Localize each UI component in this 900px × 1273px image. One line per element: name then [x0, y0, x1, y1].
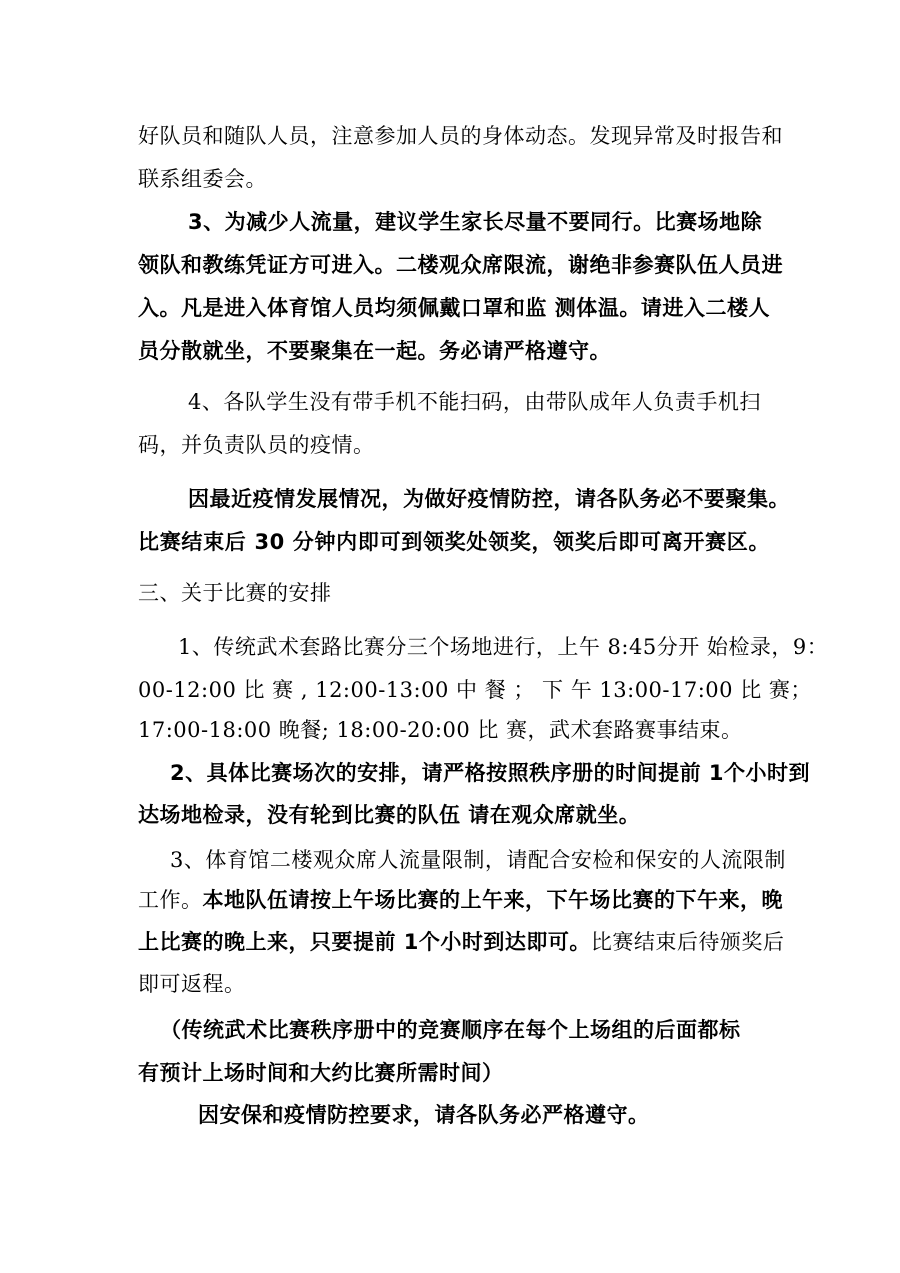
para1-line1: 好队员和随队人员，注意参加人员的身体动态。发现异常及时报告和 [138, 124, 783, 148]
sched1-line1: 1、传统武术套路比赛分三个场地进行，上午 8:45分开 始检录，9： [178, 635, 829, 659]
sched2-line1: 2、具体比赛场次的安排，请严格按照秩序册的时间提前 1个小时到 [170, 761, 811, 785]
para2-line1: 3、为减少人流量，建议学生家长尽量不要同行。比赛场地除 [188, 210, 763, 234]
sched1-line2: 00-12:00 比 赛 , 12:00-13:00 中 餐 ； 下 午 13:00-17:00 比 赛； [138, 678, 812, 702]
note-line1: （传统武术比赛秩序册中的竞赛顺序在每个上场组的后面都标 [160, 1018, 741, 1042]
sched3-line3-bold: 上比赛的晚上来，只要提前 1个小时到达即可。 [138, 930, 591, 954]
para3-line2: 码，并负责队员的疫情。 [138, 433, 375, 457]
sched3-line1: 3、体育馆二楼观众席人流量限制，请配合安检和保安的人流限制 [170, 848, 786, 872]
para2-line4: 员分散就坐，不要聚集在一起。务必请严格遵守。 [138, 339, 611, 363]
sched1-line3: 17:00-18:00 晚餐; 18:00-20:00 比 赛，武术套路赛事结束。 [138, 718, 743, 742]
section-heading: 三、关于比赛的安排 [138, 581, 332, 605]
para2-line3: 入。凡是进入体育馆人员均须佩戴口罩和监 测体温。请进入二楼人 [138, 296, 770, 320]
para4-line2: 比赛结束后 30 分钟内即可到领奖处领奖，领奖后即可离开赛区。 [138, 530, 770, 554]
sched3-line2 [138, 886, 783, 914]
para2-line2: 领队和教练凭证方可进入。二楼观众席限流，谢绝非参赛队伍人员进 [138, 253, 783, 277]
sched3-line3-plain: 比赛结束后待颁奖后 [590, 930, 785, 954]
para4-line1: 因最近疫情发展情况，为做好疫情防控，请各队务必不要聚集。 [188, 487, 790, 511]
sched3-line2-plain: 工作。 [138, 888, 203, 912]
sched3-line4: 即可返程。 [138, 972, 246, 996]
para3-line1: 4、各队学生没有带手机不能扫码，由带队成年人负责手机扫 [188, 390, 761, 414]
note-line2: 有预计上场时间和大约比赛所需时间） [138, 1061, 504, 1085]
sched2-line2: 达场地检录，没有轮到比赛的队伍 请在观众席就坐。 [138, 803, 641, 827]
para1-line2: 联系组委会。 [138, 167, 267, 191]
sched3-line3 [138, 928, 784, 956]
sched3-line2-bold: 本地队伍请按上午场比赛的上午来，下午场比赛的下午来，晚 [202, 888, 783, 912]
closing-line: 因安保和疫情防控要求，请各队务必严格遵守。 [198, 1103, 650, 1127]
